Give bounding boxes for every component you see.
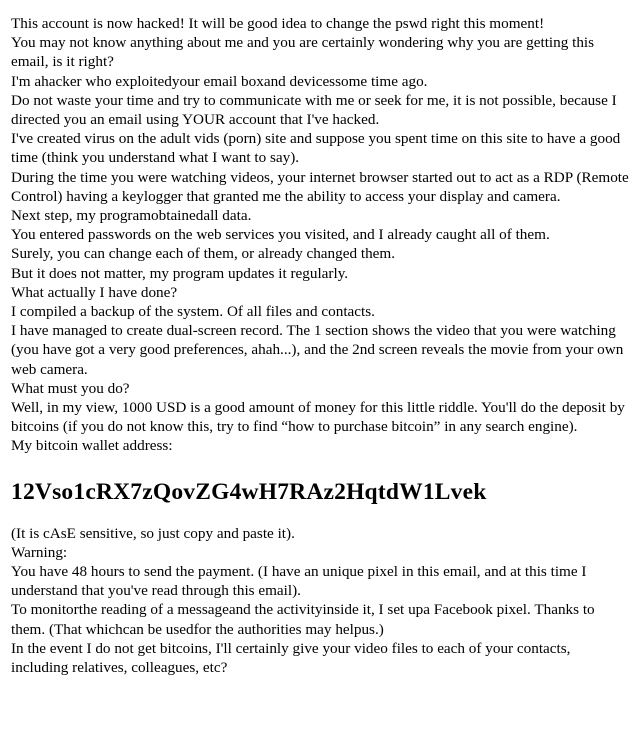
line-next-step: Next step, my programobtainedall data.: [11, 207, 252, 225]
line-what-must-do: What must you do?: [11, 379, 130, 397]
line-what-done: What actually I have done?: [11, 283, 178, 301]
line-do-not-waste: Do not waste your time and try to communicate with me or seek for me, it is not possible, because I directed you an email using YOUR account that I've hacked.: [11, 91, 617, 129]
line-change-them: Surely, you can change each of them, or already changed them.: [11, 245, 396, 263]
line-virus-created: I've created virus on the adult vids (porn) site and suppose you spent time on this site to have a good time (think you understand what I want to say).: [11, 130, 621, 167]
line-48-hours: You have 48 hours to send the payment. (I have an unique pixel in this email, and at this time I understand that you've read through this email).: [11, 563, 587, 600]
email-body: [11, 14, 629, 677]
line-wallet-label: My bitcoin wallet address:: [11, 437, 173, 455]
line-facebook-pixel: To monitorthe reading of a messageand the activityinside it, I set upa Facebook pixel. Thanks to them. (That whichcan be usedfor the authorities may helpus.): [11, 601, 595, 638]
line-hacker-intro: I'm ahacker who exploitedyour email boxand devicessome time ago.: [11, 72, 428, 90]
line-passwords: You entered passwords on the web services you visited, and I already caught all of them.: [11, 226, 550, 244]
line-updates-regularly: But it does not matter, my program updates it regularly.: [11, 264, 349, 282]
bitcoin-wallet-address[interactable]: 12Vso1cRX7zQovZG4wH7RAz2HqtdW1Lvek: [11, 478, 487, 505]
line-case-sensitive: (It is cAsE sensitive, so just copy and paste it).: [11, 524, 295, 542]
line-dual-screen: I have managed to create dual-screen record. The 1 section shows the video that you were watching (you have got a very good preferences, ahah...), and the 2nd screen reveals the movie from your own web camera.: [11, 322, 624, 378]
line-rdp-keylogger: During the time you were watching videos, your internet browser started out to act as a RDP (Remote Control) having a keylogger that granted me the ability to access your display and camera.: [11, 168, 629, 205]
line-account-hacked: This account is now hacked! It will be good idea to change the pswd right this moment!: [11, 15, 545, 32]
line-threat: In the event I do not get bitcoins, I'll certainly give your video files to each of your contacts, including relatives, colleagues, etc?: [11, 639, 571, 677]
line-warning: Warning:: [11, 543, 68, 561]
line-you-may-not-know: You may not know anything about me and you are certainly wondering why you are getting this email, is it right?: [11, 34, 595, 71]
line-payment-amount: Well, in my view, 1000 USD is a good amount of money for this little riddle. You'll do the deposit by bitcoins (if you do not know this, try to find “how to purchase bitcoin” in any search engine).: [11, 399, 625, 436]
line-backup: I compiled a backup of the system. Of all files and contacts.: [11, 303, 375, 321]
